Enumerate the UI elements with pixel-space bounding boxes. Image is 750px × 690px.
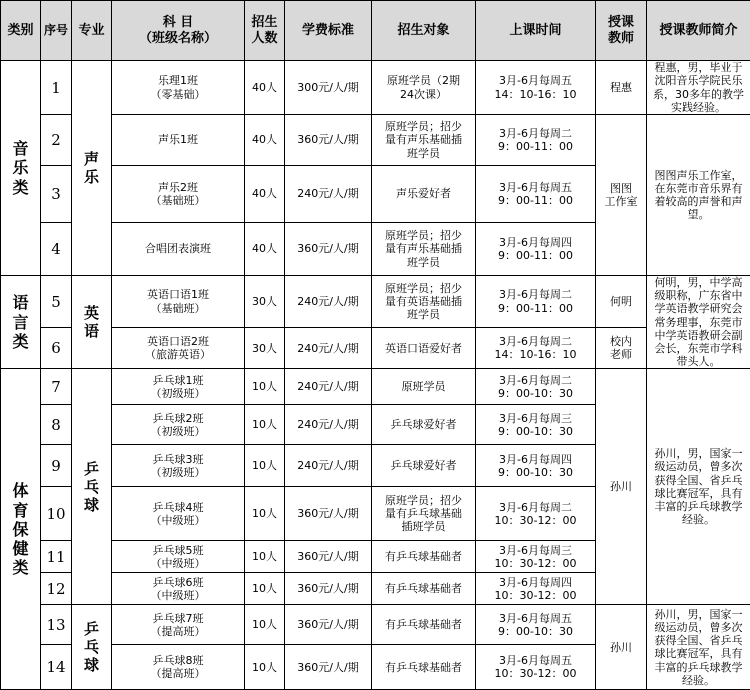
row-seq: 13 [41, 605, 72, 645]
row-quota: 40人 [245, 166, 285, 223]
row-subject: 乒乓球5班 （中级班） [112, 541, 245, 573]
table-row [1, 328, 750, 369]
teacher-school: 校内 老师 [596, 328, 647, 369]
row-target: 有乒乓球基础者 [372, 605, 476, 645]
row-fee: 360元/人/期 [285, 573, 372, 605]
row-target: 英语口语爱好者 [372, 328, 476, 369]
header-seq: 序号 [41, 1, 72, 61]
table-row [1, 61, 750, 115]
row-time: 3月-6月每周四 10：30-12：00 [476, 573, 596, 605]
row-quota: 40人 [245, 61, 285, 115]
header-fee: 学费标准 [285, 1, 372, 61]
row-time: 3月-6月每周三 10：30-12：00 [476, 541, 596, 573]
row-time: 3月-6月每周四 9：00-11：00 [476, 223, 596, 276]
teacher-intro-sun-chuan: 孙川，男，国家一级运动员，曾多次获得全国、省乒乓球比赛冠军，具有丰富的乒乓球教学经验。 [647, 369, 750, 605]
row-seq: 5 [41, 276, 72, 328]
row-seq: 7 [41, 369, 72, 405]
header-row [1, 1, 750, 61]
teacher-sun-chuan: 孙川 [596, 369, 647, 605]
category-music: 音乐类 [1, 61, 41, 276]
row-seq: 1 [41, 61, 72, 115]
row-fee: 300元/人/期 [285, 61, 372, 115]
row-subject: 乒乓球2班 （初级班） [112, 405, 245, 445]
row-seq: 2 [41, 115, 72, 166]
row-time: 3月-6月每周五 9：00-10：30 [476, 605, 596, 645]
header-category: 类别 [1, 1, 41, 61]
header-time: 上课时间 [476, 1, 596, 61]
row-subject: 英语口语1班 （基础班） [112, 276, 245, 328]
row-seq: 8 [41, 405, 72, 445]
row-quota: 40人 [245, 223, 285, 276]
row-target: 原班学员；招少 量有乒乓球基础 插班学员 [372, 487, 476, 541]
row-target: 乒乓球爱好者 [372, 405, 476, 445]
header-quota: 招生 人数 [245, 1, 285, 61]
row-quota: 10人 [245, 487, 285, 541]
row-subject: 声乐2班 （基础班） [112, 166, 245, 223]
row-fee: 360元/人/期 [285, 115, 372, 166]
header-major: 专业 [72, 1, 112, 61]
row-quota: 10人 [245, 605, 285, 645]
row-fee: 240元/人/期 [285, 445, 372, 487]
row-time: 3月-6月每周三 9：00-10：30 [476, 405, 596, 445]
table-row [1, 369, 750, 405]
row-time: 3月-6月每周二 14：10-16：10 [476, 328, 596, 369]
row-target: 原班学员；招少 量有声乐基础插 班学员 [372, 223, 476, 276]
table-row [1, 115, 750, 166]
row-subject: 乒乓球6班 （中级班） [112, 573, 245, 605]
row-fee: 360元/人/期 [285, 605, 372, 645]
teacher-he-ming: 何明 [596, 276, 647, 328]
row-seq: 3 [41, 166, 72, 223]
row-fee: 240元/人/期 [285, 405, 372, 445]
row-time: 3月-6月每周二 9：00-10：30 [476, 369, 596, 405]
row-quota: 30人 [245, 276, 285, 328]
teacher-intro-cheng: 程惠，男，毕业于沈阳音乐学院民乐系，30多年的教学实践经验。 [647, 61, 750, 115]
row-quota: 10人 [245, 445, 285, 487]
row-subject: 声乐1班 [112, 115, 245, 166]
row-time: 3月-6月每周二 9：00-11：00 [476, 276, 596, 328]
row-fee: 240元/人/期 [285, 276, 372, 328]
row-subject: 合唱团表演班 [112, 223, 245, 276]
teacher-intro-tutu: 图图声乐工作室，在东莞市音乐界有着较高的声誉和声望。 [647, 115, 750, 276]
row-seq: 14 [41, 645, 72, 690]
row-quota: 10人 [245, 405, 285, 445]
row-fee: 360元/人/期 [285, 487, 372, 541]
row-target: 原班学员 [372, 369, 476, 405]
major-english: 英语 [72, 276, 112, 369]
row-target: 原班学员；招少 量有英语基础插 班学员 [372, 276, 476, 328]
row-target: 声乐爱好者 [372, 166, 476, 223]
row-target: 原班学员；招少 量有声乐基础插 班学员 [372, 115, 476, 166]
major-pingpong: 乒乓球 [72, 605, 112, 690]
row-quota: 40人 [245, 115, 285, 166]
row-seq: 10 [41, 487, 72, 541]
row-quota: 30人 [245, 328, 285, 369]
row-target: 乒乓球爱好者 [372, 445, 476, 487]
row-time: 3月-6月每周四 9：00-10：30 [476, 445, 596, 487]
row-time: 3月-6月每周二 10：30-12：00 [476, 487, 596, 541]
teacher-intro-he-ming: 何明，男，中学高级职称，广东省中学英语教学研究会常务理事，东莞市中学英语教研会副会长，东莞市学科带头人。 [647, 276, 750, 369]
row-fee: 240元/人/期 [285, 369, 372, 405]
row-subject: 乐理1班 （零基础） [112, 61, 245, 115]
teacher-intro-sun-chuan: 孙川，男，国家一级运动员，曾多次获得全国、省乒乓球比赛冠军，具有丰富的乒乓球教学经验。 [647, 605, 750, 690]
row-quota: 10人 [245, 369, 285, 405]
row-seq: 6 [41, 328, 72, 369]
row-target: 有乒乓球基础者 [372, 573, 476, 605]
teacher-tutu-studio: 图图 工作室 [596, 115, 647, 276]
row-seq: 12 [41, 573, 72, 605]
row-time: 3月-6月每周五 9：00-11：00 [476, 166, 596, 223]
header-target: 招生对象 [372, 1, 476, 61]
header-teacher-intro: 授课教师简介 [647, 1, 750, 61]
teacher-sun-chuan: 孙川 [596, 605, 647, 690]
row-seq: 4 [41, 223, 72, 276]
row-quota: 10人 [245, 573, 285, 605]
row-quota: 10人 [245, 541, 285, 573]
major-pingpong: 乒乓球 [72, 369, 112, 605]
row-target: 有乒乓球基础者 [372, 645, 476, 690]
row-seq: 11 [41, 541, 72, 573]
major-vocal: 声乐 [72, 61, 112, 276]
row-target: 有乒乓球基础者 [372, 541, 476, 573]
row-subject: 乒乓球7班 （提高班） [112, 605, 245, 645]
row-seq: 9 [41, 445, 72, 487]
row-time: 3月-6月每周二 9：00-11：00 [476, 115, 596, 166]
category-language: 语言类 [1, 276, 41, 369]
row-subject: 乒乓球3班 （初级班） [112, 445, 245, 487]
row-time: 3月-6月每周五 14：10-16：10 [476, 61, 596, 115]
header-subject: 科 目 （班级名称） [112, 1, 245, 61]
row-time: 3月-6月每周五 10：30-12：00 [476, 645, 596, 690]
row-fee: 240元/人/期 [285, 328, 372, 369]
row-subject: 英语口语2班 （旅游英语） [112, 328, 245, 369]
row-quota: 10人 [245, 645, 285, 690]
teacher-cheng: 程惠 [596, 61, 647, 115]
table-row [1, 605, 750, 645]
row-target: 原班学员（2期 24次课） [372, 61, 476, 115]
header-teacher: 授课 教师 [596, 1, 647, 61]
row-fee: 360元/人/期 [285, 541, 372, 573]
row-fee: 240元/人/期 [285, 166, 372, 223]
category-sports: 体育保健类 [1, 369, 41, 690]
row-subject: 乒乓球4班 （中级班） [112, 487, 245, 541]
row-fee: 360元/人/期 [285, 645, 372, 690]
row-subject: 乒乓球1班 （初级班） [112, 369, 245, 405]
row-fee: 360元/人/期 [285, 223, 372, 276]
row-subject: 乒乓球8班 （提高班） [112, 645, 245, 690]
table-row [1, 276, 750, 328]
